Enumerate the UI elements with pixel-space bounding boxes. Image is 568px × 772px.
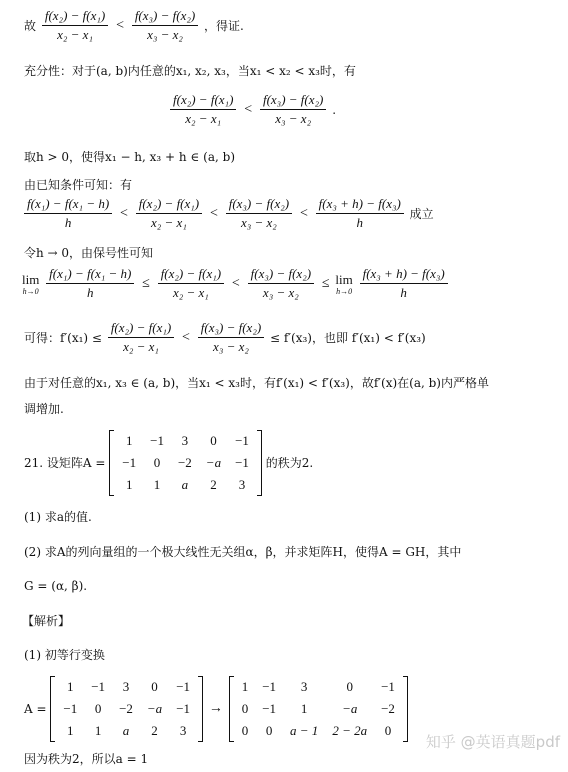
matrix-cell: 3 <box>179 723 187 738</box>
matrix-original <box>50 676 203 742</box>
matrix-cell: −a <box>146 701 163 716</box>
sufficiency-statement: 充分性：对于(a, b)内任意的x₁, x₂, x₃，当x₁ < x₂ < x₃时，有 <box>24 63 356 78</box>
matrix-cell: 3 <box>122 679 130 694</box>
prefix-text: 故 <box>24 18 37 33</box>
question-21-part2-line1: (2) 求A的列向量组的一个极大线性无关组α，β，并求矩阵H，使得A = GH，其中 <box>24 544 462 559</box>
matrix-cell: −1 <box>235 455 249 470</box>
suffix-text: ，得证. <box>204 18 244 33</box>
analysis-step-1: (1) 初等行变换 <box>24 647 105 662</box>
matrix-cell: −a <box>205 455 222 470</box>
matrix-cell: 1 <box>67 723 74 738</box>
matrix-cell: −1 <box>262 679 277 694</box>
matrix-cell: −1 <box>176 701 191 716</box>
matrix-row <box>115 452 256 474</box>
less-than-op: < <box>116 17 124 33</box>
question-21-part1: (1) 求a的值. <box>24 509 92 524</box>
matrix-cell: −1 <box>235 433 249 448</box>
limit-inequality: lim h→0 $\frac{\text{f(x₁) − f(x₁ − h)}}{h}$ ≤ $\frac{\text{f(x₂) − f(x₁)}}{\text{x₂ − x₁}}$ < $\frac{\text{f(x₃) − f(x₂)}}{\text{x₃ − x₂}}$ ≤ lim h→0 $\frac{\text{f(x₃ + h) − f(x₃)}}{h}$ <box>22 266 450 301</box>
matrix-cell: 0 <box>94 701 102 716</box>
matrix-cell: 0 <box>151 679 158 694</box>
derivative-result-line: 可得：f′(x₁) ≤ $\frac{\text{f(x₂) − f(x₁)}}{\text{x₂ − x₁}}$ < $\frac{\text{f(x₃) − f(x₂)}}{\text{x₃ − x₂}}$ ≤ f′(x₃)，也即 f′(x₁) < f′(x₃) <box>24 320 426 354</box>
matrix-cell: 0 <box>241 723 249 738</box>
matrix-row <box>235 720 402 742</box>
matrix-cell: −1 <box>176 679 191 694</box>
matrix-cell: 3 <box>300 679 308 694</box>
question-21: 21. 设矩阵A = 1 −1 3 0 −1 −1 0 −2 −a −1 1 1 a 2 3 的秩为2. <box>24 430 313 496</box>
matrix-cell: −a <box>342 701 358 716</box>
centered-inequality: $\frac{\text{f(x₂) − f(x₁)}}{\text{x₂ − x₁}}$ < $\frac{\text{f(x₃) − f(x₂)}}{\text{x₃ − x₂}}$ . <box>168 92 336 127</box>
matrix-cell: 1 <box>67 679 74 694</box>
matrix-cell: 1 <box>125 477 133 492</box>
matrix-cell: −1 <box>122 455 137 470</box>
matrix-cell: −1 <box>63 701 78 716</box>
matrix-cell: −2 <box>177 455 192 470</box>
matrix-cell: 1 <box>300 701 308 716</box>
matrix-cell: −2 <box>381 701 395 716</box>
matrix-cell: 2 <box>210 477 217 492</box>
limit-operator: lim h→0 <box>335 271 353 296</box>
matrix-row <box>235 676 402 698</box>
matrix-cell: 2 − 2a <box>332 723 368 738</box>
matrix-cell: 3 <box>181 433 189 448</box>
matrix-cell: 0 <box>210 433 217 448</box>
matrix-row <box>56 676 197 698</box>
fraction-b: $\frac{\text{f(x₃) − f(x₂)}}{\text{x₃ − x₂}}$ <box>260 92 326 127</box>
fraction-a: $\frac{\text{f(x₂) − f(x₁)}}{\text{x₂ − x₁}}$ <box>170 92 236 127</box>
matrix-cell: 1 <box>125 433 133 448</box>
matrix-cell: −2 <box>119 701 133 716</box>
matrix-cell: 2 <box>151 723 158 738</box>
matrix-cell: 3 <box>238 477 246 492</box>
matrix-cell: 0 <box>241 701 249 716</box>
matrix-row <box>56 698 197 720</box>
proof-conclusion-line <box>24 8 244 43</box>
matrix-cell: −1 <box>91 679 106 694</box>
chain-inequality: $\frac{\text{f(x₁) − f(x₁ − h)}}{h}$ < $\frac{\text{f(x₂) − f(x₁)}}{\text{x₂ − x₁}}$ < $\frac{\text{f(x₃) − f(x₂)}}{\text{x₃ − x₂}}$ < $\frac{\text{f(x₃ + h) − f(x₃)}}{h}$ 成立 <box>22 196 434 231</box>
matrix-cell: 1 <box>94 723 102 738</box>
matrix-cell: a <box>181 477 189 492</box>
matrix-cell: 1 <box>153 477 161 492</box>
matrix-cell: −1 <box>262 701 277 716</box>
analysis-heading: 【解析】 <box>22 613 71 628</box>
matrix-reduced <box>229 676 408 742</box>
difference-quotient-right: $\frac{\text{f(x₃) − f(x₂)}}{\text{x₃ − x₂}}$ <box>132 8 198 43</box>
matrix-a <box>109 430 262 496</box>
matrix-cell: 1 <box>241 679 249 694</box>
matrix-cell: 0 <box>265 723 273 738</box>
limit-operator: lim h→0 <box>22 271 40 296</box>
matrix-row <box>235 698 402 720</box>
matrix-cell: a <box>122 723 130 738</box>
matrix-row <box>56 720 197 742</box>
difference-quotient-left: $\frac{\text{f(x₂) − f(x₁)}}{\text{x₂ − x₁}}$ <box>42 8 108 43</box>
matrix-cell: 0 <box>384 723 392 738</box>
monotonic-conclusion-line2: 调增加. <box>24 401 64 416</box>
matrix-row <box>115 430 256 452</box>
limit-intro-line: 令h → 0，由保号性可知 <box>24 245 154 260</box>
rank-conclusion: 因为秩为2，所以a = 1 <box>24 751 149 766</box>
monotonic-conclusion-line1: 由于对任意的x₁, x₃ ∈ (a, b)，当x₁ < x₃时，有f′(x₁) < f′(x₃)，故f′(x)在(a, b)内严格单 <box>24 375 489 390</box>
matrix-row <box>115 474 256 496</box>
arrow-op: → <box>208 701 223 716</box>
matrix-cell: −1 <box>150 433 164 448</box>
matrix-cell: −1 <box>381 679 395 694</box>
matrix-cell: 0 <box>153 455 161 470</box>
question-21-part2-line2: G = (α, β). <box>24 578 88 593</box>
watermark: 知乎 @英语真题pdf <box>425 733 560 751</box>
row-reduction: A = 1 −1 3 0 −1 −1 0 −2 −a −1 1 1 a 2 3 → 1 −1 3 0 −1 0 −1 1 −a −2 0 0 a − 1 2 − 2a 0 <box>24 676 408 742</box>
matrix-cell: a − 1 <box>290 723 319 738</box>
known-condition-line: 由已知条件可知：有 <box>24 177 133 192</box>
choose-h-line: 取h > 0，使得x₁ − h, x₃ + h ∈ (a, b) <box>24 149 235 164</box>
matrix-cell: 0 <box>346 679 353 694</box>
